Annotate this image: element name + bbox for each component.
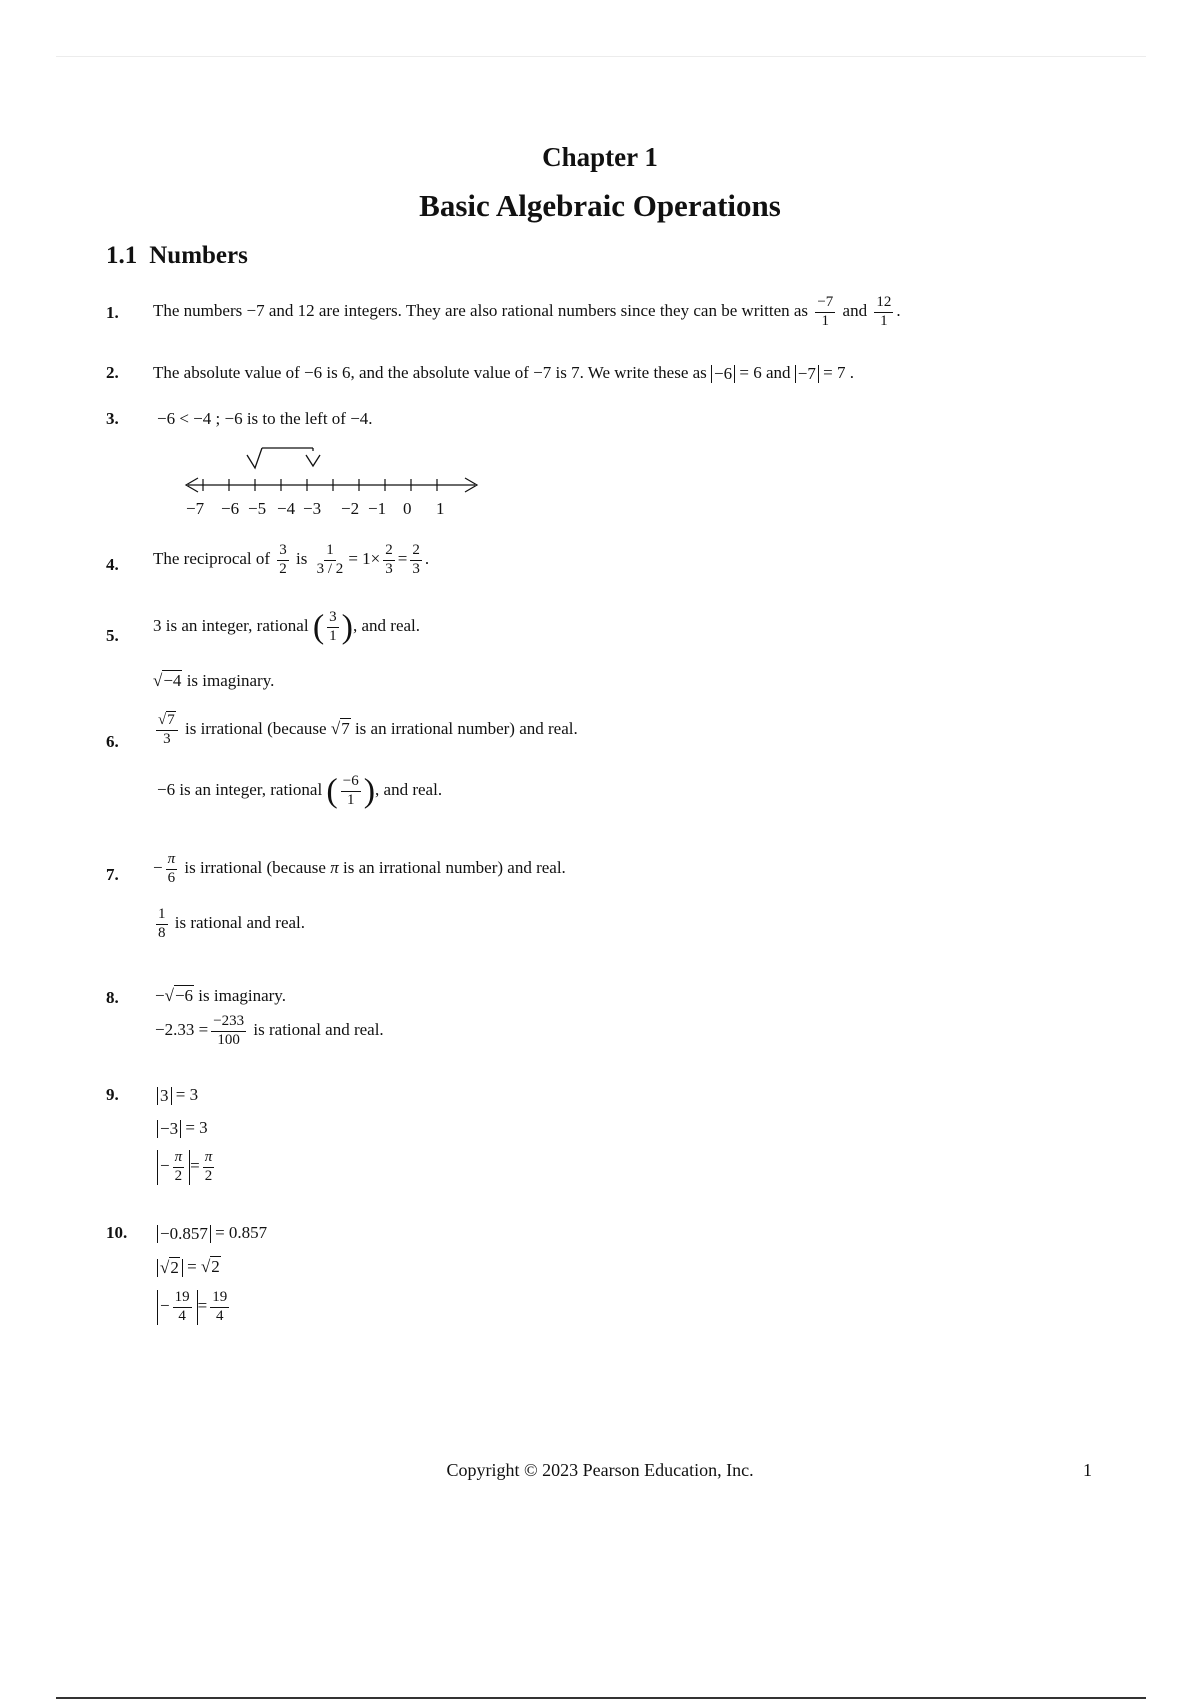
fraction: $\frac{1}{3 / 2}$ bbox=[316, 542, 344, 577]
problem-1-text: The numbers −7 and 12 are integers. They are also rational numbers since they can be written as bbox=[153, 301, 809, 321]
fraction: $\frac{3}{1}$ bbox=[329, 609, 337, 644]
problem-8-line-2 bbox=[155, 1014, 384, 1049]
problem-1-number: 1. bbox=[106, 303, 119, 322]
right-paren: ) bbox=[341, 608, 353, 646]
imaginary-text: is imaginary. bbox=[198, 986, 286, 1005]
problem-6-text-end: is an irrational number) and real. bbox=[354, 719, 578, 739]
problem-7-number: 7. bbox=[106, 865, 119, 884]
rational-text: is rational and real. bbox=[174, 913, 306, 933]
problem-4-text: The reciprocal of bbox=[153, 549, 271, 569]
problem-6-line-1 bbox=[153, 713, 578, 748]
problem-1 bbox=[153, 295, 901, 330]
page-number: 1 bbox=[1083, 1460, 1092, 1480]
tick-label: −5 bbox=[248, 499, 267, 518]
tick-label: −6 bbox=[221, 499, 240, 518]
section-title: Numbers bbox=[149, 242, 248, 269]
problem-9-number: 9. bbox=[106, 1085, 119, 1104]
decimal-equation: −2.33 = bbox=[155, 1020, 209, 1040]
problem-6-text: is irrational (because bbox=[184, 719, 327, 739]
problem-8-line-1 bbox=[155, 986, 286, 1006]
problem-10-line-1 bbox=[157, 1223, 267, 1243]
equals: = bbox=[187, 1257, 197, 1276]
absolute-value: −0.857 bbox=[157, 1225, 211, 1244]
fraction: $\frac{\pi}{6}$ bbox=[167, 851, 176, 886]
section-number: 1.1 bbox=[106, 242, 138, 269]
problem-5-text: 3 is an integer, rational bbox=[153, 616, 309, 636]
tick-label: −4 bbox=[277, 499, 296, 518]
fraction: $\frac{-233}{100}$ bbox=[213, 1013, 245, 1048]
problem-4 bbox=[153, 543, 429, 578]
minus: − bbox=[153, 858, 163, 878]
problem-2-number: 2. bbox=[106, 363, 119, 382]
number-line bbox=[180, 438, 500, 520]
fraction: $\frac{2}{3}$ bbox=[385, 542, 393, 577]
bottom-rule bbox=[56, 1697, 1146, 1699]
problem-5-line-2 bbox=[153, 671, 274, 691]
result: = 3 bbox=[185, 1118, 208, 1137]
fraction: $\frac{\pi}{2}$ bbox=[204, 1149, 213, 1184]
pi-symbol: π bbox=[330, 858, 339, 878]
absolute-value: − $\frac{19}{4}$ bbox=[157, 1290, 198, 1325]
imaginary-text: is imaginary. bbox=[186, 671, 275, 690]
problem-6-number: 6. bbox=[106, 732, 119, 751]
absolute-value: −6 bbox=[711, 365, 735, 384]
equals: = bbox=[190, 1156, 200, 1176]
marker-arrows bbox=[247, 448, 320, 468]
absolute-value: 3 bbox=[157, 1087, 172, 1106]
tick-label: −3 bbox=[303, 499, 322, 518]
and-text: and bbox=[765, 363, 791, 382]
problem-6-line-2 bbox=[157, 774, 442, 809]
fraction: $\frac{-7}{1}$ bbox=[817, 294, 834, 329]
problem-10-number: 10. bbox=[106, 1223, 128, 1242]
problem-5-text-end: , and real. bbox=[352, 616, 421, 636]
fraction: $\frac{1}{8}$ bbox=[158, 906, 166, 941]
left-paren: ( bbox=[312, 608, 325, 646]
result: = 3 bbox=[175, 1085, 199, 1104]
square-root: √2 bbox=[200, 1257, 220, 1276]
problem-4-number: 4. bbox=[106, 555, 119, 574]
problem-7-text: is irrational (because bbox=[184, 858, 326, 878]
square-root: √−4 bbox=[153, 671, 182, 690]
equals: = bbox=[197, 1296, 208, 1316]
absolute-value: √2 bbox=[157, 1259, 183, 1278]
problem-6-line-2-text: −6 is an integer, rational bbox=[157, 780, 323, 800]
absolute-value: − $\frac{\pi}{2}$ bbox=[157, 1150, 190, 1185]
result: = 6 bbox=[739, 363, 762, 382]
tick-label: 0 bbox=[403, 499, 412, 518]
problem-9-line-1 bbox=[157, 1085, 198, 1105]
problem-7-line-1 bbox=[153, 852, 566, 887]
problem-9-line-3 bbox=[157, 1150, 217, 1185]
fraction: $\frac{√7}{3}$ bbox=[156, 713, 178, 748]
right-paren: ) bbox=[363, 772, 376, 810]
tick-label: −7 bbox=[186, 499, 205, 518]
problem-10-line-3 bbox=[157, 1290, 232, 1325]
problem-8-number: 8. bbox=[106, 988, 119, 1007]
fraction: $\frac{12}{1}$ bbox=[876, 294, 892, 329]
problem-9-line-2 bbox=[157, 1118, 208, 1138]
square-root: √7 bbox=[330, 719, 350, 739]
is-text: is bbox=[296, 549, 308, 569]
problem-10-line-2 bbox=[157, 1257, 221, 1277]
problem-5-line-1 bbox=[153, 610, 420, 645]
problem-5-number: 5. bbox=[106, 626, 119, 645]
fraction: $\frac{3}{2}$ bbox=[279, 542, 287, 577]
fraction: $\frac{2}{3}$ bbox=[412, 542, 420, 577]
top-rule bbox=[56, 56, 1146, 57]
result: = 0.857 bbox=[215, 1223, 268, 1242]
chapter-title: Basic Algebraic Operations bbox=[419, 188, 781, 223]
tick-label: 1 bbox=[436, 499, 445, 518]
problem-6-line-2-end: , and real. bbox=[375, 780, 443, 800]
square-root: √−6 bbox=[164, 986, 194, 1005]
times: = 1× bbox=[348, 549, 381, 569]
fraction: $\frac{19}{4}$ bbox=[212, 1289, 228, 1324]
section-heading bbox=[106, 242, 248, 270]
tick-labels bbox=[186, 499, 445, 518]
fraction: $\frac{-6}{1}$ bbox=[342, 773, 359, 808]
tick-label: −2 bbox=[341, 499, 360, 518]
problem-2-text: The absolute value of −6 is 6, and the absolute value of −7 is 7. We write these as bbox=[153, 363, 707, 382]
equals: = bbox=[397, 549, 408, 569]
minus: − bbox=[155, 986, 165, 1005]
problem-7-line-2 bbox=[153, 907, 305, 942]
and-text: and bbox=[842, 301, 868, 321]
period: . bbox=[896, 301, 901, 321]
problem-3-number: 3. bbox=[106, 409, 119, 428]
chapter-label: Chapter 1 bbox=[542, 142, 658, 172]
copyright-footer: Copyright © 2023 Pearson Education, Inc. bbox=[446, 1460, 754, 1480]
tick-label: −1 bbox=[368, 499, 387, 518]
absolute-value: −7 bbox=[795, 365, 819, 384]
result: = 7 . bbox=[823, 363, 854, 382]
problem-3-text: −6 < −4 ; −6 is to the left of −4. bbox=[157, 409, 373, 428]
rational-text: is rational and real. bbox=[253, 1020, 384, 1040]
absolute-value: −3 bbox=[157, 1120, 181, 1139]
problem-7-text-end: is an irrational number) and real. bbox=[343, 858, 566, 878]
period: . bbox=[424, 549, 430, 569]
problem-2 bbox=[153, 363, 854, 383]
left-paren: ( bbox=[326, 772, 338, 810]
